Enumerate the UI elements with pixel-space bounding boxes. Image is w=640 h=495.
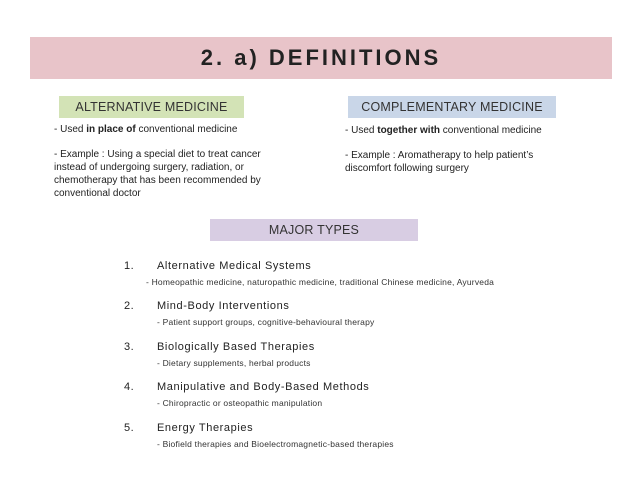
alternative-example-line: instead of undergoing surgery, radiation, or: [54, 162, 244, 173]
item-number: 5.: [124, 422, 135, 434]
item-examples: - Homeopathic medicine, naturopathic medicine, traditional Chinese medicine, Ayurveda: [146, 277, 495, 287]
alternative-medicine-label: ALTERNATIVE MEDICINE: [59, 96, 244, 118]
complementary-usage: - Used together with conventional medicine: [345, 125, 542, 136]
alternative-definition: [54, 123, 304, 200]
alternative-example-line: conventional doctor: [54, 188, 141, 199]
complementary-medicine-label: COMPLEMENTARY MEDICINE: [348, 96, 556, 118]
item-number: 3.: [124, 341, 135, 353]
complementary-example-line: discomfort following surgery: [345, 163, 469, 174]
item-name: Biologically Based Therapies: [157, 341, 315, 353]
item-examples: - Patient support groups, cognitive-behavioural therapy: [157, 317, 375, 327]
item-number: 2.: [124, 300, 135, 312]
item-name: Alternative Medical Systems: [157, 260, 312, 272]
title-banner: [30, 37, 612, 79]
item-examples: - Dietary supplements, herbal products: [157, 358, 311, 368]
item-examples: - Chiropractic or osteopathic manipulation: [157, 398, 323, 408]
page-title: 2. a) DEFINITIONS: [200, 45, 442, 70]
major-types-label: MAJOR TYPES: [210, 219, 418, 241]
alternative-example-line: chemotherapy that has been recommended by: [54, 175, 261, 186]
alternative-example-line: - Example : Using a special diet to treat cancer: [54, 149, 261, 160]
item-name: Mind-Body Interventions: [157, 300, 290, 312]
item-number: 4.: [124, 381, 135, 393]
complementary-example-line: - Example : Aromatherapy to help patient’s: [345, 150, 534, 161]
item-name: Energy Therapies: [157, 422, 254, 434]
item-number: 1.: [124, 260, 135, 272]
item-examples: - Biofield therapies and Bioelectromagnetic-based therapies: [157, 439, 394, 449]
complementary-definition: [345, 124, 605, 175]
item-name: Manipulative and Body-Based Methods: [157, 381, 370, 393]
alternative-usage: - Used in place of conventional medicine: [54, 124, 238, 135]
